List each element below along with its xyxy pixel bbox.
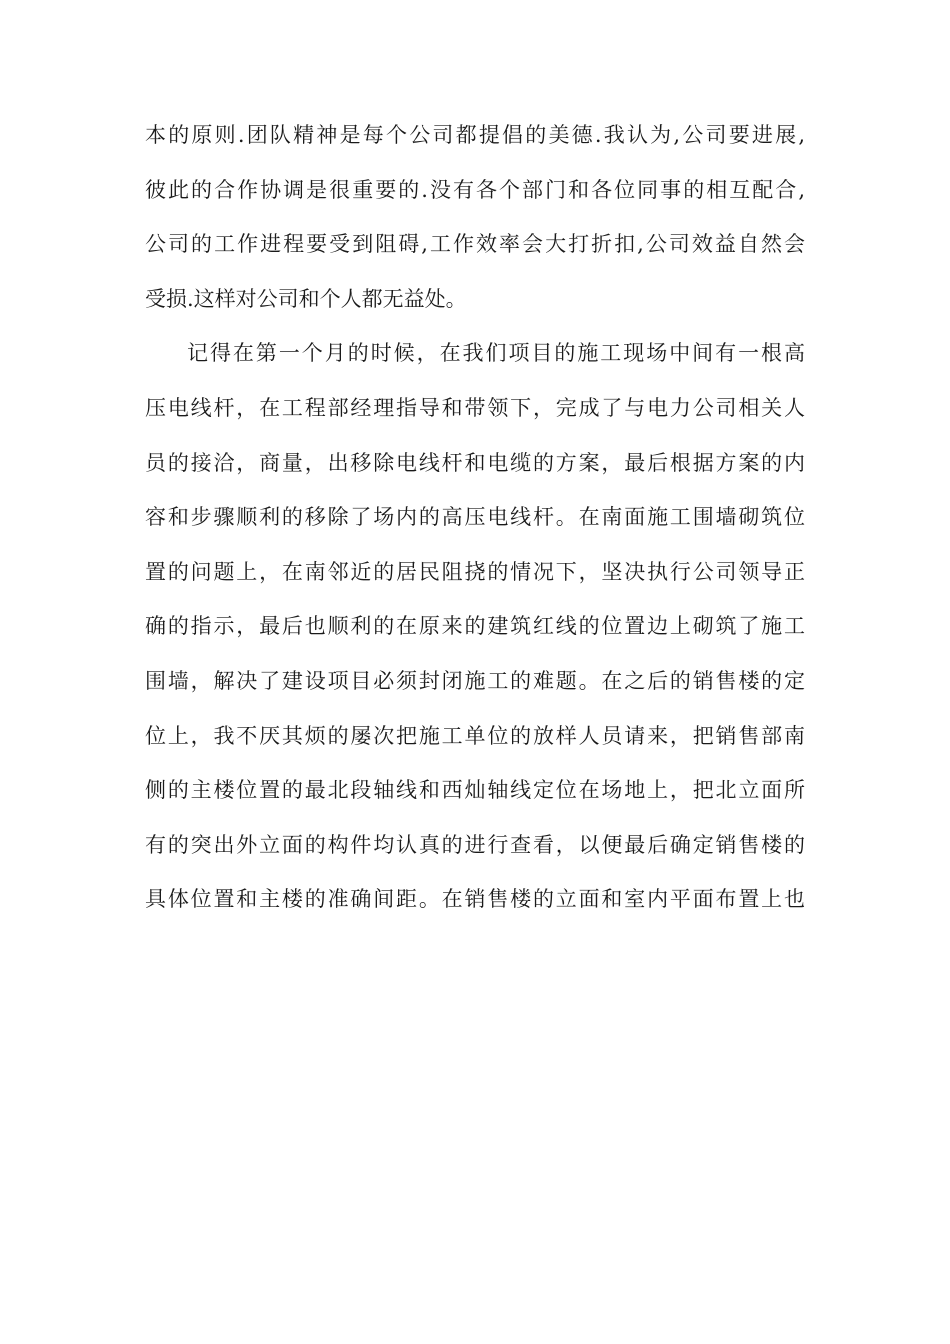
paragraph-2 [145,326,805,927]
paragraph-line: 容和步骤顺利的移除了场内的高压电线杆。在南面施工围墙砌筑位 [145,505,805,530]
paragraph-line: 公司的工作进程要受到阻碍,工作效率会大打折扣,公司效益自然会 [145,232,805,257]
paragraph-line: 置的问题上，在南邻近的居民阻挠的情况下，坚决执行公司领导正 [145,559,805,584]
paragraph-line: 受损.这样对公司和个人都无益处。 [145,286,467,311]
paragraph-line: 围墙，解决了建设项目必须封闭施工的难题。在之后的销售楼的定 [145,668,805,693]
paragraph-line: 确的指示，最后也顺利的在原来的建筑红线的位置边上砌筑了施工 [145,614,805,639]
paragraph-1 [145,108,805,326]
paragraph-line: 有的突出外立面的构件均认真的进行查看，以便最后确定销售楼的 [145,832,805,857]
paragraph-line: 具体位置和主楼的准确间距。在销售楼的立面和室内平面布置上也 [145,887,805,912]
paragraph-line: 记得在第一个月的时候，在我们项目的施工现场中间有一根高 [187,341,805,366]
paragraph-line: 本的原则.团队精神是每个公司都提倡的美德.我认为,公司要进展, [145,123,805,147]
paragraph-line: 彼此的合作协调是很重要的.没有各个部门和各位同事的相互配合, [145,177,805,202]
paragraph-line: 员的接洽，商量，出移除电线杆和电缆的方案，最后根据方案的内 [145,450,805,475]
paragraph-line: 侧的主楼位置的最北段轴线和西灿轴线定位在场地上，把北立面所 [145,778,805,803]
paragraph-line: 位上，我不厌其烦的屡次把施工单位的放样人员请来，把销售部南 [145,723,805,748]
document-body [145,108,805,927]
paragraph-line: 压电线杆，在工程部经理指导和带领下，完成了与电力公司相关人 [145,395,805,420]
